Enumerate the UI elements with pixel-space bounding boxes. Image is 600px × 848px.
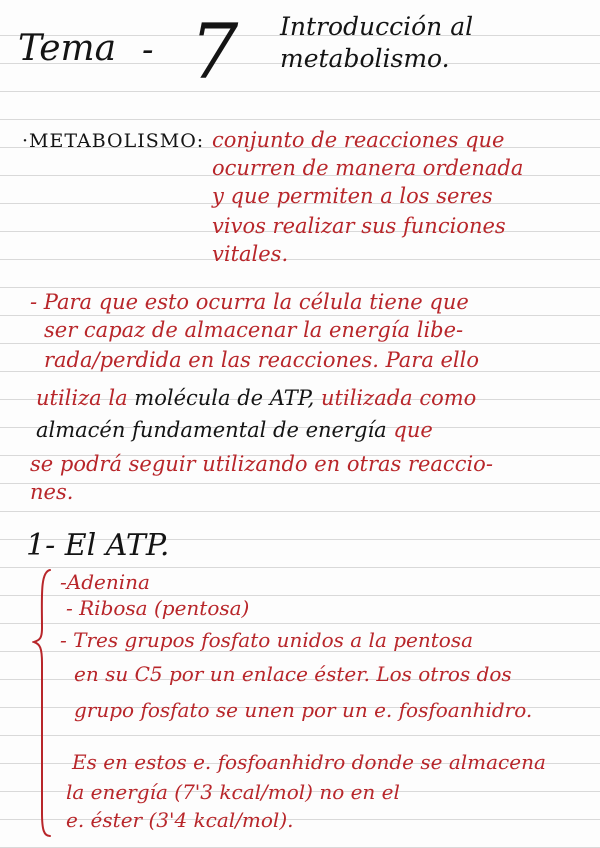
paragraph-line-4	[36, 386, 476, 410]
definition-line-5: vitales.	[212, 242, 289, 266]
paragraph-line-5	[36, 418, 433, 442]
curly-bracket	[32, 568, 54, 838]
tema-number: 7	[190, 7, 239, 96]
note-line-1: Es en estos e. fosfoanhidro donde se almacena	[72, 750, 546, 774]
list-item-fosfato-cont-1: en su C5 por un enlace éster. Los otros dos	[74, 662, 512, 686]
paragraph-line-7: nes.	[30, 480, 74, 504]
paragraph-line-4-c: utilizada como	[321, 386, 477, 410]
paragraph-line-2: ser capaz de almacenar la energía libe-	[44, 318, 464, 342]
definition-line-2: ocurren de manera ordenada	[212, 156, 524, 180]
list-item-adenina: -Adenina	[60, 570, 150, 594]
paragraph-line-4-b: molécula de ATP,	[134, 386, 315, 410]
title-line-1: Introducción al	[280, 12, 474, 41]
paragraph-line-5-a: almacén fundamental de energía	[36, 418, 387, 442]
paragraph-line-3: rada/perdida en las reacciones. Para ello	[44, 348, 480, 372]
tema-dash: -	[142, 30, 154, 70]
definition-line-1: conjunto de reacciones que	[212, 128, 505, 152]
definition-line-3: y que permiten a los seres	[212, 184, 493, 208]
definition-line-4: vivos realizar sus funciones	[212, 214, 506, 238]
section-heading: 1- El ATP.	[26, 528, 170, 563]
metabolismo-term: ·METABOLISMO:	[22, 130, 205, 152]
tema-label: Tema	[18, 28, 117, 69]
note-line-3: e. éster (3'4 kcal/mol).	[66, 808, 294, 832]
paragraph-line-1: - Para que esto ocurra la célula tiene que	[30, 290, 469, 314]
paragraph-line-4-a: utiliza la	[36, 386, 128, 410]
list-item-fosfato-cont-2: grupo fosfato se unen por un e. fosfoanhidro.	[74, 698, 533, 722]
title-line-2: metabolismo.	[280, 44, 450, 73]
paragraph-line-5-b: que	[393, 418, 433, 442]
paragraph-line-6: se podrá seguir utilizando en otras reaccio-	[30, 452, 493, 476]
list-item-ribosa: - Ribosa (pentosa)	[66, 596, 250, 620]
list-item-fosfato: - Tres grupos fosfato unidos a la pentosa	[60, 628, 474, 652]
note-line-2: la energía (7'3 kcal/mol) no en el	[66, 780, 400, 804]
